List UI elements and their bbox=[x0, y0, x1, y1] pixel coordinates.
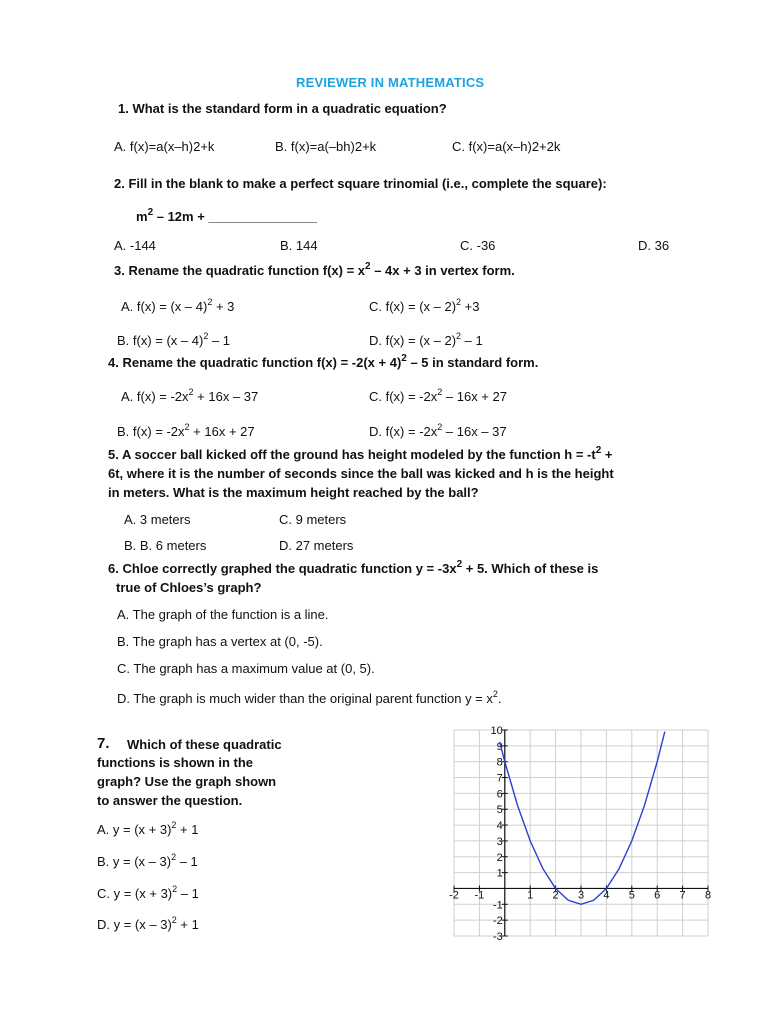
q2-option-c: C. -36 bbox=[460, 238, 496, 253]
q2-option-b: B. 144 bbox=[280, 238, 318, 253]
x-tick-label: -1 bbox=[474, 889, 485, 902]
x-tick-label: 8 bbox=[704, 889, 712, 902]
y-tick-label: 4 bbox=[496, 820, 503, 833]
y-tick-label: 6 bbox=[496, 788, 503, 801]
y-tick-label: 9 bbox=[496, 740, 503, 753]
q6-option-a: A. The graph of the function is a line. bbox=[117, 607, 329, 622]
question-7-line-2: functions is shown in the bbox=[97, 755, 253, 770]
y-tick-label: 8 bbox=[496, 756, 503, 769]
question-6-line-1: 6. Chloe correctly graphed the quadratic function $y = -3x^2 + 5$. Which of these is bbox=[108, 558, 599, 576]
q2-option-a: A. -144 bbox=[114, 238, 156, 253]
x-tick-label: -2 bbox=[449, 889, 459, 902]
y-tick-label: -3 bbox=[493, 931, 503, 943]
question-5-line-2: 6t, where it is the number of seconds since the ball was kicked and h is the height bbox=[108, 466, 614, 481]
graph-curve bbox=[500, 732, 665, 905]
q6-option-c: C. The graph has a maximum value at (0, 5). bbox=[117, 661, 375, 676]
q5-option-b: B. B. 6 meters bbox=[124, 538, 207, 553]
question-4: 4. Rename the quadratic function $f(x) = -2(x + 4)^2 - 5$ in standard form. bbox=[108, 352, 539, 370]
x-tick-label: 3 bbox=[577, 889, 585, 902]
question-5-line-1: 5. A soccer ball kicked off the ground has height modeled by the function $h = -t^2$ + bbox=[108, 444, 613, 462]
x-tick-label: 5 bbox=[628, 889, 635, 902]
y-tick-label: 2 bbox=[496, 851, 503, 864]
q3-option-b: B. f(x) = (x – 4)$^2$ – 1 bbox=[117, 330, 231, 348]
y-tick-label: 1 bbox=[496, 867, 503, 880]
q6-option-d: D. The graph is much wider than the original parent function $y = x^2$. bbox=[117, 688, 502, 706]
y-tick-label: 10 bbox=[490, 725, 503, 737]
q3-option-a: A. f(x) = (x – 4)$^2$ + 3 bbox=[121, 296, 235, 314]
q7-option-a: A. $y = (x + 3)^2 + 1$ bbox=[97, 819, 199, 837]
q7-option-d: D. y = (x – 3)$^2$ + 1 bbox=[97, 914, 199, 932]
question-7-line-1: Which of these quadratic bbox=[127, 737, 282, 752]
q4-option-c: C. $f(x) = -2x^2 - 16x + 27$ bbox=[369, 386, 507, 404]
question-7-line-3: graph? Use the graph shown bbox=[97, 774, 277, 789]
x-tick-label: 4 bbox=[603, 889, 610, 902]
q2-option-d: D. 36 bbox=[638, 238, 670, 253]
x-tick-label: 7 bbox=[679, 889, 686, 902]
q4-option-b: B. $f(x) = -2x^2 + 16x + 27$ bbox=[117, 421, 255, 439]
x-tick-label: 2 bbox=[552, 889, 559, 902]
q7-option-c: C. $y = (x + 3)^2 - 1$ bbox=[97, 883, 199, 901]
q4-option-d: D. $f(x) = -2x^2 - 16x - 37$ bbox=[369, 421, 507, 439]
parabola-graph bbox=[440, 724, 730, 944]
x-tick-label: 1 bbox=[527, 889, 534, 902]
q4-option-a: A. $f(x) = -2x^2 + 16x - 37$ bbox=[121, 386, 259, 404]
y-tick-label: 3 bbox=[496, 835, 503, 848]
q6-option-b: B. The graph has a vertex at (0, -5). bbox=[117, 634, 323, 649]
q1-option-a: A. f(x)=a(x–h)2+k bbox=[114, 139, 215, 154]
question-3: 3. Rename the quadratic function $f(x) = x^2 - 4x + 3$ in vertex form. bbox=[114, 260, 515, 278]
q3-option-d: D. f(x) = (x – 2)$^2$ – 1 bbox=[369, 330, 483, 348]
question-6-line-2: true of Chloes’s graph? bbox=[116, 580, 262, 595]
q2-expression: $m^2 - 12m$ + _______________ bbox=[136, 206, 317, 224]
q5-option-a: A. 3 meters bbox=[124, 512, 191, 527]
x-tick-label: 6 bbox=[654, 889, 661, 902]
question-7-number: 7. bbox=[97, 735, 110, 752]
y-tick-label: -1 bbox=[493, 899, 503, 912]
q1-option-b: B. f(x)=a(–bh)2+k bbox=[275, 139, 377, 154]
y-tick-label: 7 bbox=[496, 772, 503, 785]
graph-tick-labels bbox=[449, 725, 711, 943]
q3-option-c: C. f(x) = (x – 2)$^2$ +3 bbox=[369, 296, 480, 314]
y-tick-label: 5 bbox=[496, 804, 503, 817]
q5-option-c: C. 9 meters bbox=[279, 512, 347, 527]
q7-option-b: B. y = (x – 3)$^2$ – 1 bbox=[97, 851, 198, 869]
question-1: 1. What is the standard form in a quadratic equation? bbox=[118, 101, 447, 116]
q1-option-c: C. f(x)=a(x–h)2+2k bbox=[452, 139, 561, 154]
parabola-curve bbox=[500, 732, 665, 905]
q5-option-d: D. 27 meters bbox=[279, 538, 354, 553]
y-tick-label: -2 bbox=[493, 915, 503, 928]
question-2: 2. Fill in the blank to make a perfect square trinomial (i.e., complete the square): bbox=[114, 176, 607, 191]
question-5-line-3: in meters. What is the maximum height reached by the ball? bbox=[108, 485, 479, 500]
page-title: REVIEWER IN MATHEMATICS bbox=[296, 75, 485, 90]
question-7-line-4: to answer the question. bbox=[97, 793, 243, 808]
